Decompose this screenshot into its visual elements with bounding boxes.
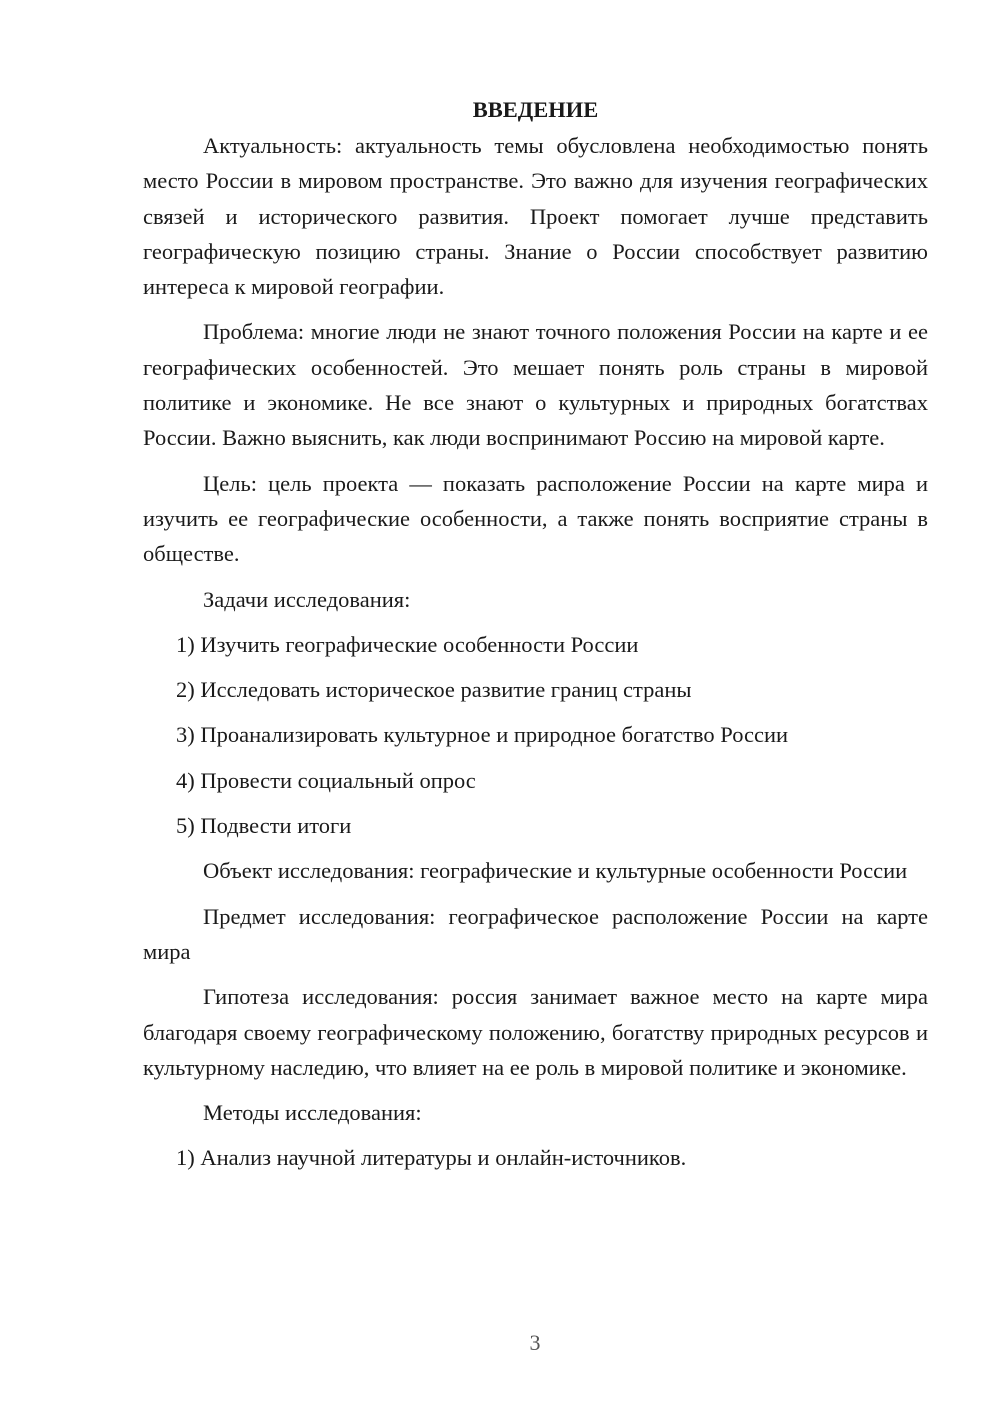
object-paragraph: Объект исследования: географические и культурные особенности России xyxy=(203,858,908,884)
problem-paragraph: Проблема: многие люди не знают точного положения России на карте и ее географических особенностей. Это мешает понять роль страны в мировой политике и экономике. Не все знают о культурных и природных богатствах России. Важно выяснить, как люди воспринимают Россию на мировой карте. xyxy=(143,319,928,451)
method-item: 1) Анализ научной литературы и онлайн-источников. xyxy=(176,1145,687,1171)
section-title: ВВЕДЕНИЕ xyxy=(472,97,599,122)
tasks-heading: Задачи исследования: xyxy=(203,586,411,612)
subject-paragraph: Предмет исследования: географическое расположение России на карте мира xyxy=(143,903,928,964)
task-item: 5) Подвести итоги xyxy=(176,813,352,839)
task-item: 1) Изучить географические особенности России xyxy=(176,631,639,657)
task-item: 2) Исследовать историческое развитие границ страны xyxy=(176,677,692,703)
tasks-list xyxy=(143,627,928,843)
goal-paragraph: Цель: цель проекта — показать расположение России на карте мира и изучить ее географические особенности, а также понять восприятие страны в обществе. xyxy=(143,470,928,567)
page-number: 3 xyxy=(529,1330,541,1355)
document-body xyxy=(143,92,928,1186)
task-item: 3) Проанализировать культурное и природное богатство России xyxy=(176,722,789,748)
methods-list xyxy=(143,1140,928,1175)
methods-heading: Методы исследования: xyxy=(203,1100,422,1126)
task-item: 4) Провести социальный опрос xyxy=(176,767,476,793)
hypothesis-paragraph: Гипотеза исследования: россия занимает важное место на карте мира благодаря своему географическому положению, богатству природных ресурсов и культурному наследию, что влияет на ее роль в мировой политике и экономике. xyxy=(143,984,928,1080)
relevance-paragraph: Актуальность: актуальность темы обусловлена необходимостью понять место России в мировом пространстве. Это важно для изучения географических связей и исторического развития. Проект помогает лучше представить географическую позицию страны. Знание о России способствует развитию интереса к мировой географии. xyxy=(143,133,928,300)
